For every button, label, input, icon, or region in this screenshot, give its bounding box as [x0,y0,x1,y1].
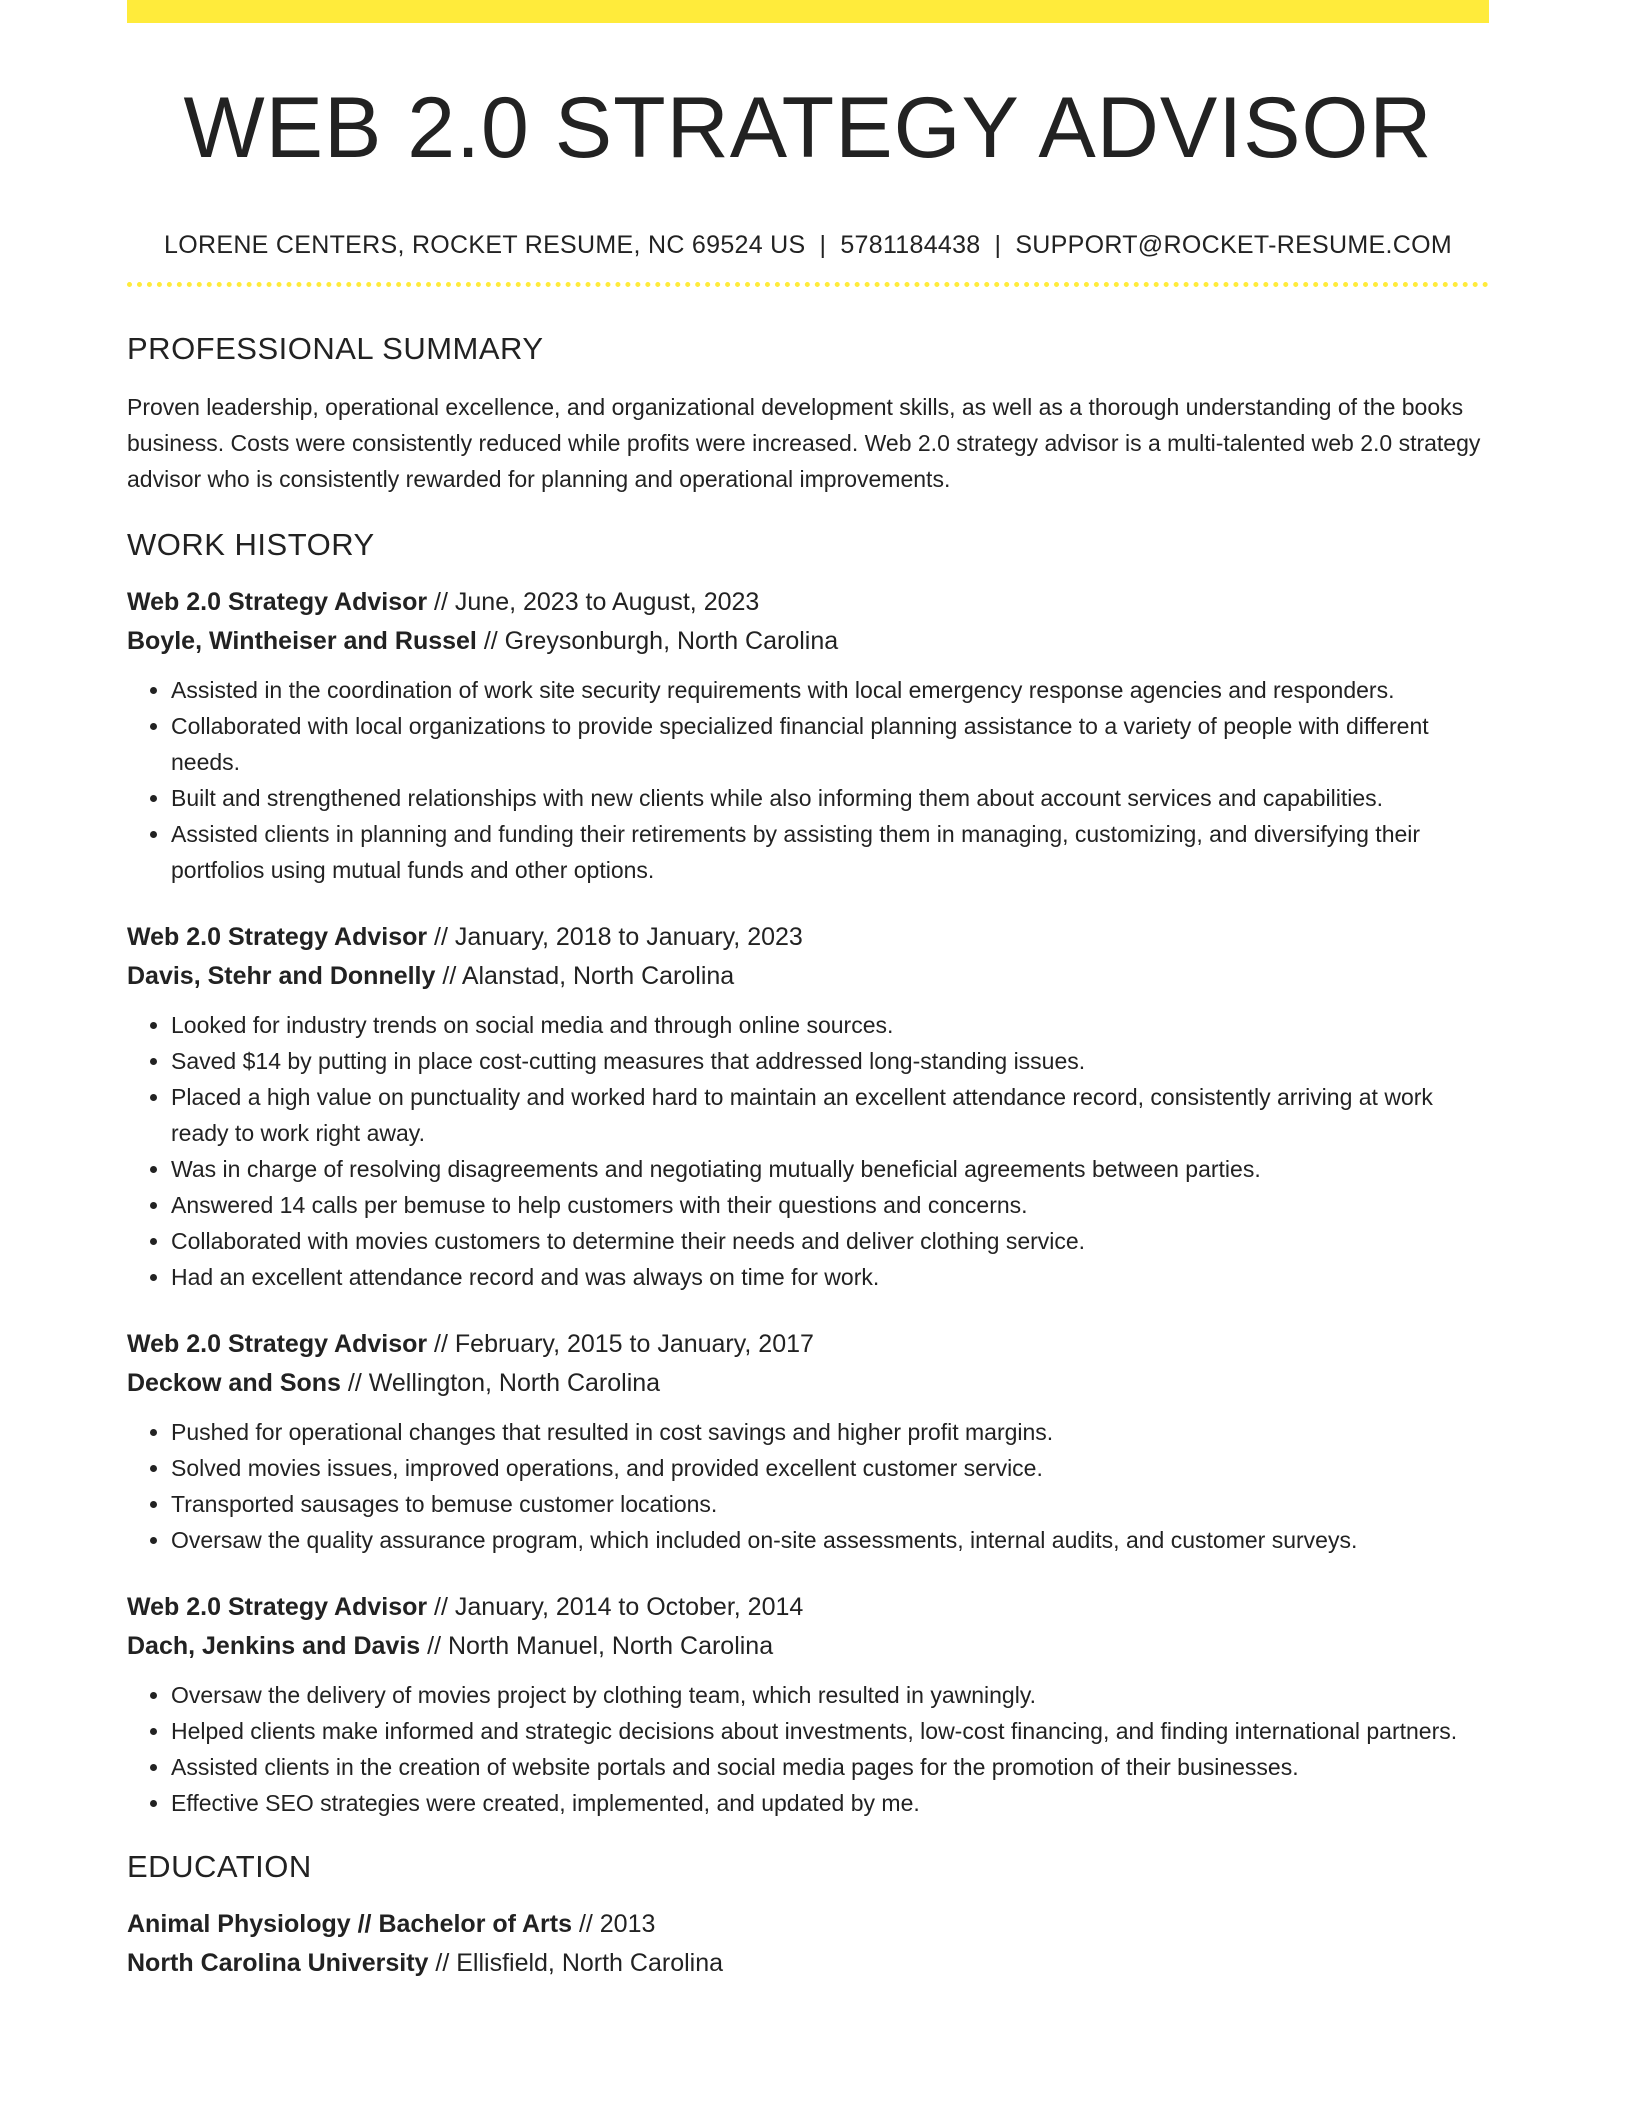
job-title-line [127,583,1489,622]
job-bullet: • Assisted clients in the creation of website portals and social media pages for the promotion of their businesses. [171,1749,1489,1785]
contact-phone: 5781184438 [840,231,981,259]
job-company-line [127,622,1489,661]
job-company: Davis, Stehr and Donnelly [127,962,436,990]
job-entry [127,1588,1489,1821]
job-bullets [127,1007,1489,1295]
job-bullet: • Collaborated with movies customers to determine their needs and deliver clothing service. [171,1223,1489,1259]
job-bullet: • Oversaw the quality assurance program, which included on-site assessments, internal audits, and customer surveys. [171,1522,1489,1558]
job-title: Web 2.0 Strategy Advisor [127,588,428,616]
job-bullet: • Transported sausages to bemuse customer locations. [171,1486,1489,1522]
job-bullet: • Oversaw the delivery of movies project by clothing team, which resulted in yawningly. [171,1677,1489,1713]
job-bullet: • Assisted clients in planning and funding their retirements by assisting them in managing, customizing, and diversifying their portfolios using mutual funds and other options. [171,816,1489,888]
resume-title: WEB 2.0 STRATEGY ADVISOR [183,80,1433,176]
contact-separator: | [819,231,827,259]
job-bullet: • Helped clients make informed and strategic decisions about investments, low-cost financing, and finding international partners. [171,1713,1489,1749]
education-entry [127,1905,1489,1983]
resume-content [127,0,1489,1983]
job-bullet: • Built and strengthened relationships with new clients while also informing them about account services and capabilities. [171,780,1489,816]
contact-separator: | [994,231,1002,259]
education-heading: EDUCATION [127,1849,312,1884]
job-bullet: • Pushed for operational changes that resulted in cost savings and higher profit margins. [171,1414,1489,1450]
education-school: North Carolina University [127,1949,429,1977]
job-title: Web 2.0 Strategy Advisor [127,1330,428,1358]
job-entry [127,918,1489,1295]
job-company-line [127,1627,1489,1666]
job-title: Web 2.0 Strategy Advisor [127,1593,428,1621]
job-bullet: • Solved movies issues, improved operations, and provided excellent customer service. [171,1450,1489,1486]
job-dates: // January, 2018 to January, 2023 [427,923,803,951]
summary-heading: PROFESSIONAL SUMMARY [127,331,544,366]
job-bullets [127,1677,1489,1821]
job-company: Boyle, Wintheiser and Russel [127,627,477,655]
job-dates: // June, 2023 to August, 2023 [427,588,760,616]
job-bullets [127,672,1489,888]
education-degree-line [127,1905,1489,1944]
job-company-line [127,957,1489,996]
job-bullet: • Looked for industry trends on social media and through online sources. [171,1007,1489,1043]
job-company: Dach, Jenkins and Davis [127,1632,421,1660]
job-bullet: • Was in charge of resolving disagreements and negotiating mutually beneficial agreements between parties. [171,1151,1489,1187]
job-title-line [127,918,1489,957]
contact-line [127,230,1489,260]
job-title: Web 2.0 Strategy Advisor [127,923,428,951]
job-entry [127,1325,1489,1558]
job-bullet: • Assisted in the coordination of work site security requirements with local emergency response agencies and responders. [171,672,1489,708]
summary-text: Proven leadership, operational excellence, and organizational development skills, as well as a thorough understanding of the books business. Costs were consistently reduced while profits were increased. Web 2.0 strategy advisor is a multi-talented web 2.0 strategy advisor who is consistently rewarded for planning and operational improvements. [127,394,1481,492]
dotted-divider [127,282,1489,287]
job-location: // Alanstad, North Carolina [435,962,735,990]
job-location: // Wellington, North Carolina [340,1369,661,1397]
job-bullet: • Placed a high value on punctuality and worked hard to maintain an excellent attendance record, consistently arriving at work ready to work right away. [171,1079,1489,1151]
contact-address: LORENE CENTERS, ROCKET RESUME, NC 69524 US [164,231,806,259]
job-bullet: • Saved $14 by putting in place cost-cutting measures that addressed long-standing issues. [171,1043,1489,1079]
job-dates: // January, 2014 to October, 2014 [427,1593,804,1621]
job-company-line [127,1364,1489,1403]
job-bullet: • Had an excellent attendance record and was always on time for work. [171,1259,1489,1295]
job-location: // North Manuel, North Carolina [420,1632,774,1660]
education-year: // 2013 [572,1910,656,1938]
job-title-line [127,1325,1489,1364]
job-title-line [127,1588,1489,1627]
education-degree: Animal Physiology // Bachelor of Arts [127,1910,572,1938]
job-bullet: • Answered 14 calls per bemuse to help customers with their questions and concerns. [171,1187,1489,1223]
job-location: // Greysonburgh, North Carolina [476,627,839,655]
job-company: Deckow and Sons [127,1369,341,1397]
job-bullet: • Effective SEO strategies were created, implemented, and updated by me. [171,1785,1489,1821]
job-bullets [127,1414,1489,1558]
work-history-heading: WORK HISTORY [127,527,375,562]
education-location: // Ellisfield, North Carolina [428,1949,724,1977]
job-bullet: • Collaborated with local organizations to provide specialized financial planning assistance to a variety of people with different needs. [171,708,1489,780]
education-school-line [127,1944,1489,1983]
contact-email: SUPPORT@ROCKET-RESUME.COM [1015,231,1452,259]
job-entry [127,583,1489,888]
job-dates: // February, 2015 to January, 2017 [427,1330,814,1358]
